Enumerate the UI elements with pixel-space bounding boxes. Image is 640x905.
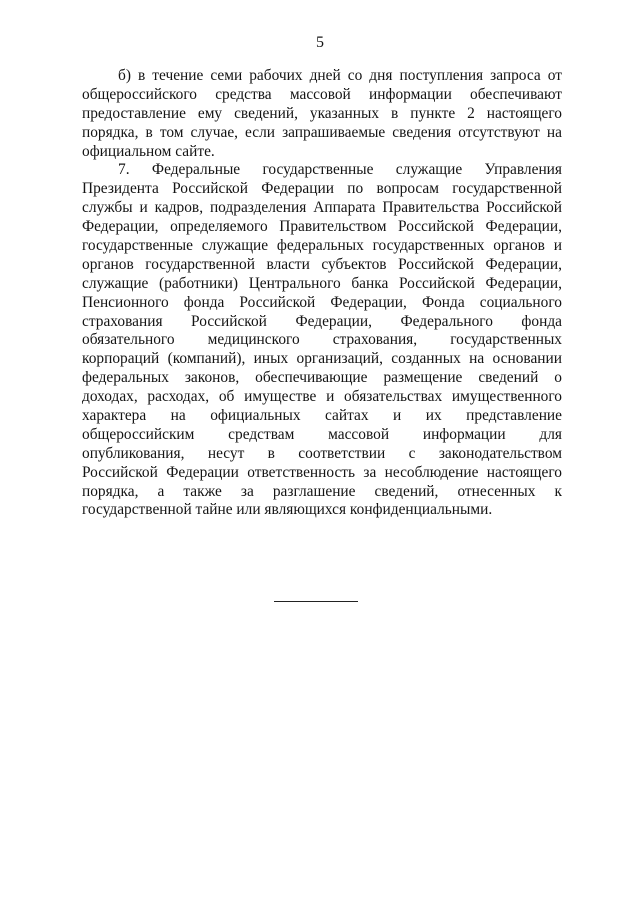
text-line: служащие (работники) Центрального банка Российской Федерации,	[82, 274, 562, 292]
text-line: обязательного медицинского страхования, государственных	[82, 331, 562, 349]
text-line: общероссийским средствам массовой информации для	[82, 425, 562, 443]
text-line: характера на официальных сайтах и их представление	[82, 407, 562, 425]
text-line: 7. Федеральные государственные служащие Управления	[118, 161, 562, 179]
text-line: Пенсионного фонда Российской Федерации, Фонда социального	[82, 293, 562, 311]
text-line: органов государственной власти субъектов Российской Федерации,	[82, 255, 562, 273]
text-line: б) в течение семи рабочих дней со дня поступления запроса от	[118, 67, 562, 84]
text-line: доходах, расходах, об имуществе и обязательствах имущественного	[82, 388, 562, 406]
text-line: корпораций (компаний), иных организаций, созданных на основании	[82, 350, 562, 368]
text-line: порядка, а также за разглашение сведений, отнесенных к	[82, 482, 562, 500]
text-line: страхования Российской Федерации, Федерального фонда	[82, 312, 562, 330]
text-line: федеральных законов, обеспечивающие размещение сведений о	[82, 369, 562, 387]
text-line: общероссийского средства массовой информации обеспечивают	[82, 85, 562, 103]
text-line: государственные служащие федеральных государственных органов и	[82, 237, 562, 255]
text-line: Российской Федерации ответственность за несоблюдение настоящего	[82, 463, 562, 481]
closing-rule	[274, 601, 358, 602]
paragraph-item-b	[82, 67, 562, 161]
text-line: службы и кадров, подразделения Аппарата Правительства Российской	[82, 199, 562, 217]
text-line: Федерации, определяемого Правительством Российской Федерации,	[82, 218, 562, 236]
text-line: официальном сайте.	[82, 142, 215, 160]
text-line: Президента Российской Федерации по вопросам государственной	[82, 180, 562, 198]
text-line: предоставление ему сведений, указанных в пункте 2 настоящего	[82, 104, 562, 122]
page-number: 5	[316, 34, 324, 51]
paragraph-item-7	[82, 161, 562, 520]
text-line: опубликования, несут в соответствии с законодательством	[82, 444, 562, 462]
text-line: государственной тайне или являющихся конфиденциальными.	[82, 501, 493, 519]
document-body	[82, 67, 562, 520]
text-line: порядка, в том случае, если запрашиваемые сведения отсутствуют на	[82, 123, 562, 141]
